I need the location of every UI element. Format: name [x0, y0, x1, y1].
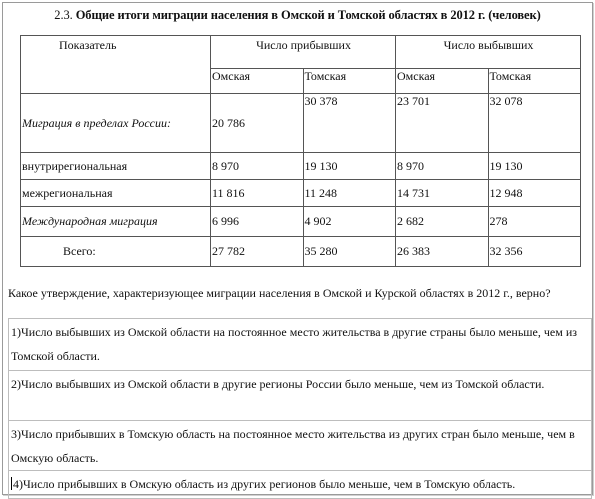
header-indicator: Показатель [21, 36, 211, 94]
table-cell: 4 902 [303, 207, 396, 237]
row-label: Международная миграция [21, 207, 211, 237]
answer-option-4[interactable] [9, 471, 592, 499]
question-text: Какое утверждение, характеризующее миграции населения в Омской и Курской областях в 2012 г., верно? [8, 286, 551, 300]
table-cell: 27 782 [211, 237, 304, 267]
table-cell: 32 356 [488, 237, 581, 267]
table-cell: 11 248 [303, 180, 396, 207]
row-label: внутрирегиональная [21, 153, 211, 180]
row-label: межрегиональная [21, 180, 211, 207]
row-label: Всего: [21, 237, 211, 267]
table-cell: 2 682 [396, 207, 489, 237]
table-cell: 20 786 [211, 94, 304, 153]
table-cell: 6 996 [211, 207, 304, 237]
migration-table [20, 35, 581, 267]
table-row [21, 94, 581, 153]
table-cell: 8 970 [396, 153, 489, 180]
table-cell: 8 970 [211, 153, 304, 180]
answer-options [8, 318, 592, 499]
header-departed: Число выбывших [396, 36, 581, 69]
page-title [0, 8, 595, 23]
header-region-omsk-departed: Омская [396, 69, 489, 94]
answer-option-4-text: 4)Число прибывших в Омскую область из других регионов было меньше, чем в Томскую область. [13, 477, 516, 491]
table-cell: 11 816 [211, 180, 304, 207]
table-row [21, 207, 581, 237]
table-cell: 12 948 [488, 180, 581, 207]
table-cell: 23 701 [396, 94, 489, 153]
table-cell: 32 078 [488, 94, 581, 153]
table-cell: 278 [488, 207, 581, 237]
table-cell: 14 731 [396, 180, 489, 207]
header-region-omsk-arrived: Омская [211, 69, 304, 94]
title-text: Общие итоги миграции населения в Омской и Томской областях в 2012 г. (человек) [75, 8, 541, 22]
table-row [21, 180, 581, 207]
answer-option-2[interactable]: 2)Число выбывших из Омской области в другие регионы России было меньше, чем из Томской области. [9, 371, 592, 421]
table-cell: 30 378 [303, 94, 396, 153]
table-row [21, 153, 581, 180]
header-arrived: Число прибывших [211, 36, 396, 69]
text-cursor [11, 477, 12, 490]
table-cell: 19 130 [488, 153, 581, 180]
header-region-tomsk-arrived: Томская [303, 69, 396, 94]
table-cell: 26 383 [396, 237, 489, 267]
title-number: 2.3. [54, 8, 73, 22]
header-region-tomsk-departed: Томская [488, 69, 581, 94]
table-cell: 35 280 [303, 237, 396, 267]
table-cell: 19 130 [303, 153, 396, 180]
answer-option-3[interactable]: 3)Число прибывших в Томскую область на постоянное место жительства из других стран было меньше, чем в Омскую область. [9, 421, 592, 471]
answer-option-1[interactable]: 1)Число выбывших из Омской области на постоянное место жительства в другие страны было меньше, чем из Томской области. [9, 319, 592, 371]
table-header-row [21, 36, 581, 69]
row-label: Миграция в пределах России: [21, 94, 211, 153]
table-row-total [21, 237, 581, 267]
